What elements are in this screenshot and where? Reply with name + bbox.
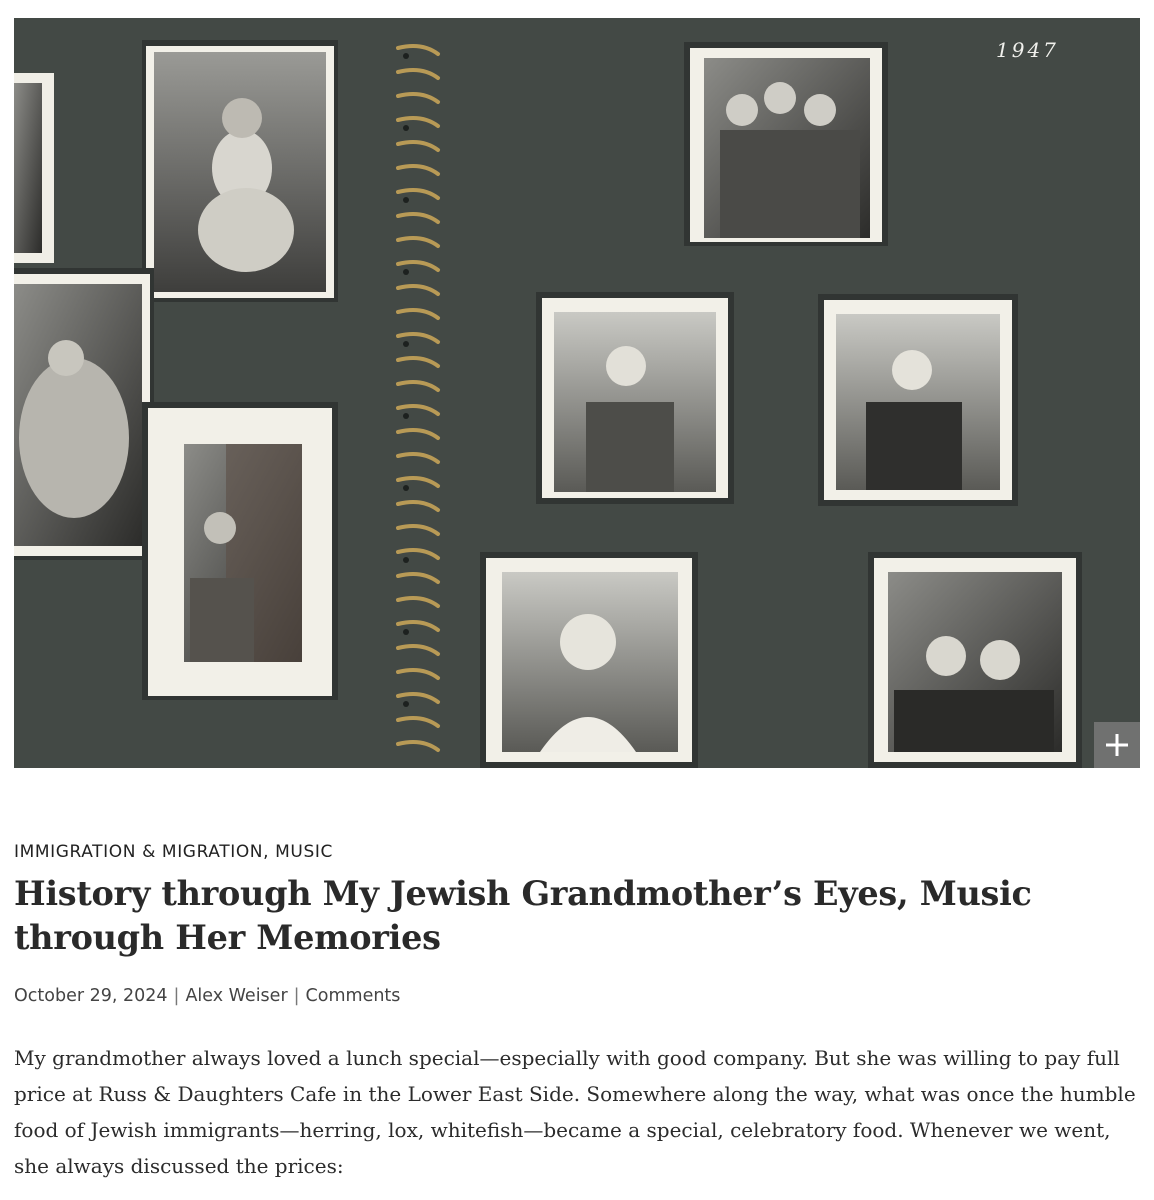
article-title: History through My Jewish Grandmother’s Eyes, Music through Her Memories [14, 874, 1032, 957]
expand-image-button[interactable] [1094, 722, 1140, 768]
photo-two-girls [868, 552, 1082, 768]
year-annotation: 1947 [996, 38, 1059, 62]
category-list [14, 842, 333, 862]
category-link-music[interactable]: MUSIC [275, 842, 333, 862]
publish-date: October 29, 2024 [14, 986, 168, 1006]
photo-album-illustration [14, 18, 1140, 768]
meta-separator: | [293, 986, 300, 1006]
photo-woman-arms-crossed [536, 292, 734, 504]
article-intro-paragraph: My grandmother always loved a lunch special—especially with good company. But she was willing to pay full price at Russ & Daughters Cafe in the Lower East Side. Somewhere along the way, what was once the humble food of Jewish immigrants—herring, lox, whitefish—became a special, celebratory food. Whenever we went, she always discussed the prices: [14, 1046, 1136, 1178]
comments-link[interactable]: Comments [305, 986, 401, 1006]
photo-left-edge-top [14, 73, 54, 263]
hero-image [14, 18, 1140, 768]
plus-icon [1104, 732, 1130, 758]
photo-girl-dark-dress [818, 294, 1018, 506]
article-meta [14, 986, 400, 1006]
photo-girl-gate [142, 402, 338, 700]
category-separator: , [263, 842, 276, 862]
photo-trio [684, 42, 888, 246]
photo-girl-jacket [14, 268, 154, 560]
meta-separator: | [173, 986, 180, 1006]
author-link[interactable]: Alex Weiser [185, 986, 288, 1006]
photo-elderly-woman [480, 552, 698, 768]
category-link-immigration[interactable]: IMMIGRATION & MIGRATION [14, 842, 264, 862]
photo-girl-sitting [142, 40, 338, 302]
